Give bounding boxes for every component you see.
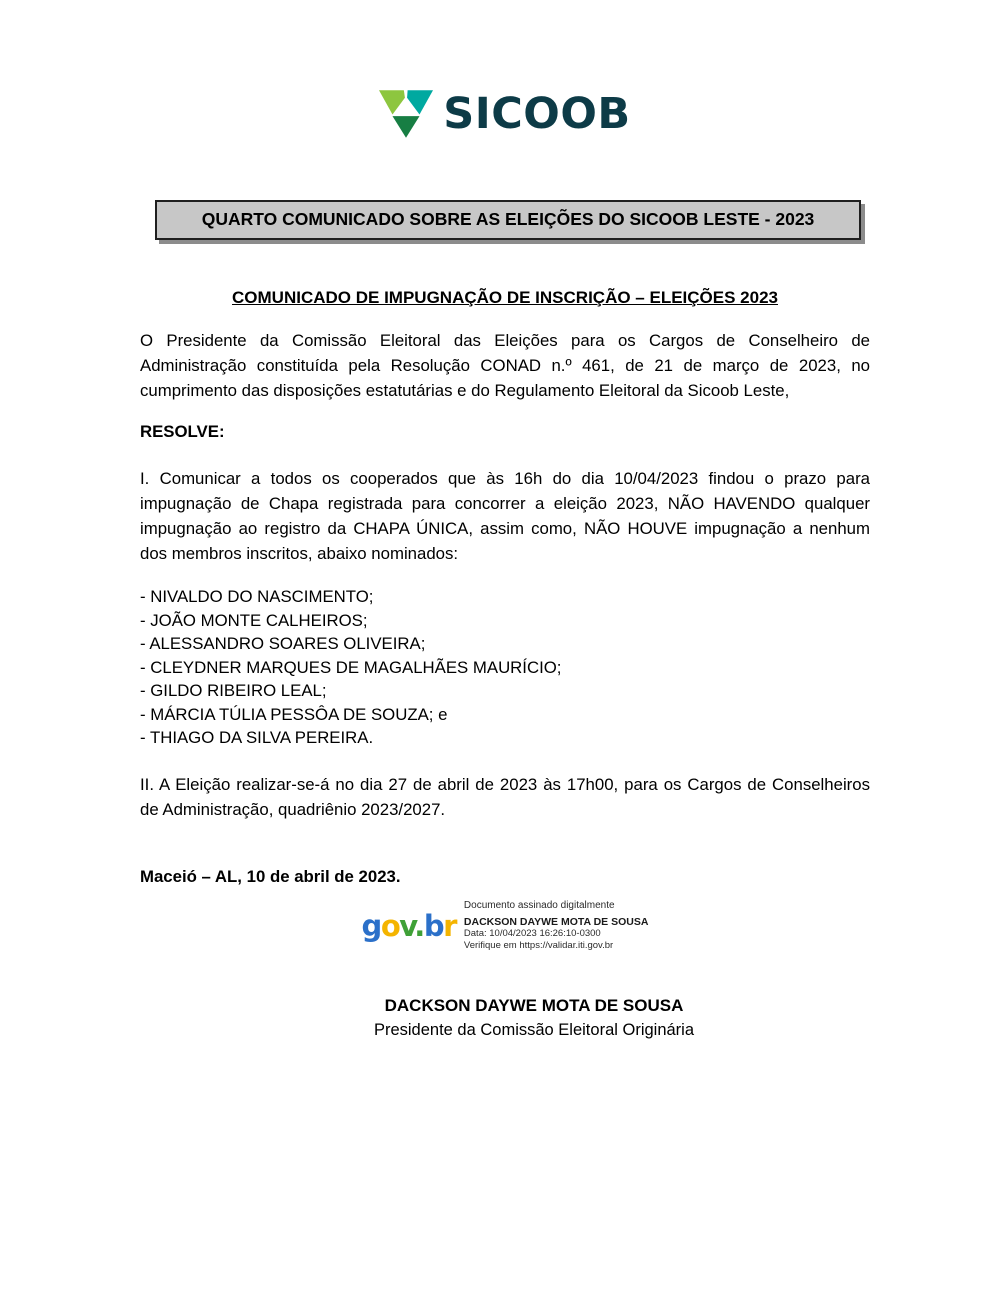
govbr-letter: . bbox=[414, 908, 424, 943]
title-box bbox=[155, 200, 861, 240]
document-heading: COMUNICADO DE IMPUGNAÇÃO DE INSCRIÇÃO – ELEIÇÕES 2023 bbox=[232, 288, 778, 307]
signer-name: DACKSON DAYWE MOTA DE SOUSA bbox=[384, 995, 684, 1015]
nominee-item: - MÁRCIA TÚLIA PESSÔA DE SOUZA; e bbox=[140, 704, 448, 724]
nominee-item: - NIVALDO DO NASCIMENTO; bbox=[140, 587, 374, 606]
stamp-signed-digitally-text: Documento assinado digitalmente bbox=[463, 899, 615, 911]
govbr-letter: b bbox=[423, 908, 444, 943]
nominee-item: - GILDO RIBEIRO LEAL; bbox=[140, 681, 327, 700]
nominee-item: - CLEYDNER MARQUES DE MAGALHÃES MAURÍCIO; bbox=[140, 657, 562, 677]
signer-block bbox=[140, 996, 870, 1040]
stamp-signer-name: DACKSON DAYWE MOTA DE SOUSA bbox=[463, 915, 649, 928]
sicoob-logo bbox=[140, 86, 870, 142]
title-box-text: QUARTO COMUNICADO SOBRE AS ELEIÇÕES DO SICOOB LESTE - 2023 bbox=[201, 209, 815, 229]
nominee-item: - ALESSANDRO SOARES OLIVEIRA; bbox=[140, 634, 426, 653]
dateline: Maceió – AL, 10 de abril de 2023. bbox=[140, 866, 401, 886]
stamp-signature-date: Data: 10/04/2023 16:26:10-0300 bbox=[463, 927, 601, 939]
intro-paragraph: O Presidente da Comissão Eleitoral das Eleições para os Cargos de Conselheiro de Administração constituída pela Resolução CONAD n.º 461, de 21 de março de 2023, no cumprimento das disposições estatutárias e do Regulamento Eleitoral da Sicoob Leste, bbox=[140, 331, 870, 400]
govbr-letter: v bbox=[399, 908, 415, 943]
govbr-logo bbox=[361, 908, 456, 943]
nominee-item: - JOÃO MONTE CALHEIROS; bbox=[140, 610, 368, 630]
signer-role: Presidente da Comissão Eleitoral Originária bbox=[373, 1020, 695, 1039]
item-1-paragraph: I. Comunicar a todos os cooperados que às 16h do dia 10/04/2023 findou o prazo para impugnação de Chapa registrada para concorrer a eleição 2023, NÃO HAVENDO qualquer impugnação ao registro da CHAPA ÚNICA, assim como, NÃO HOUVE impugnação a nenhum dos membros inscritos, abaixo nominados: bbox=[140, 469, 870, 563]
nominee-item: - THIAGO DA SILVA PEREIRA. bbox=[140, 728, 374, 747]
item-2-paragraph: II. A Eleição realizar-se-á no dia 27 de abril de 2023 às 17h00, para os Cargos de Conselheiros de Administração, quadriênio 2023/2027. bbox=[140, 774, 870, 819]
govbr-letter: o bbox=[380, 908, 400, 943]
govbr-letter: r bbox=[443, 908, 456, 943]
stamp-verify-url: Verifique em https://validar.iti.gov.br bbox=[463, 939, 614, 951]
sicoob-logo-mark-icon bbox=[379, 89, 433, 139]
govbr-letter: g bbox=[361, 908, 381, 943]
stamp-text-block bbox=[464, 899, 649, 952]
resolve-label: RESOLVE: bbox=[140, 422, 225, 441]
digital-signature-stamp bbox=[140, 899, 870, 952]
nominees-list bbox=[140, 585, 870, 750]
sicoob-logo-text: SICOOB bbox=[443, 88, 631, 139]
